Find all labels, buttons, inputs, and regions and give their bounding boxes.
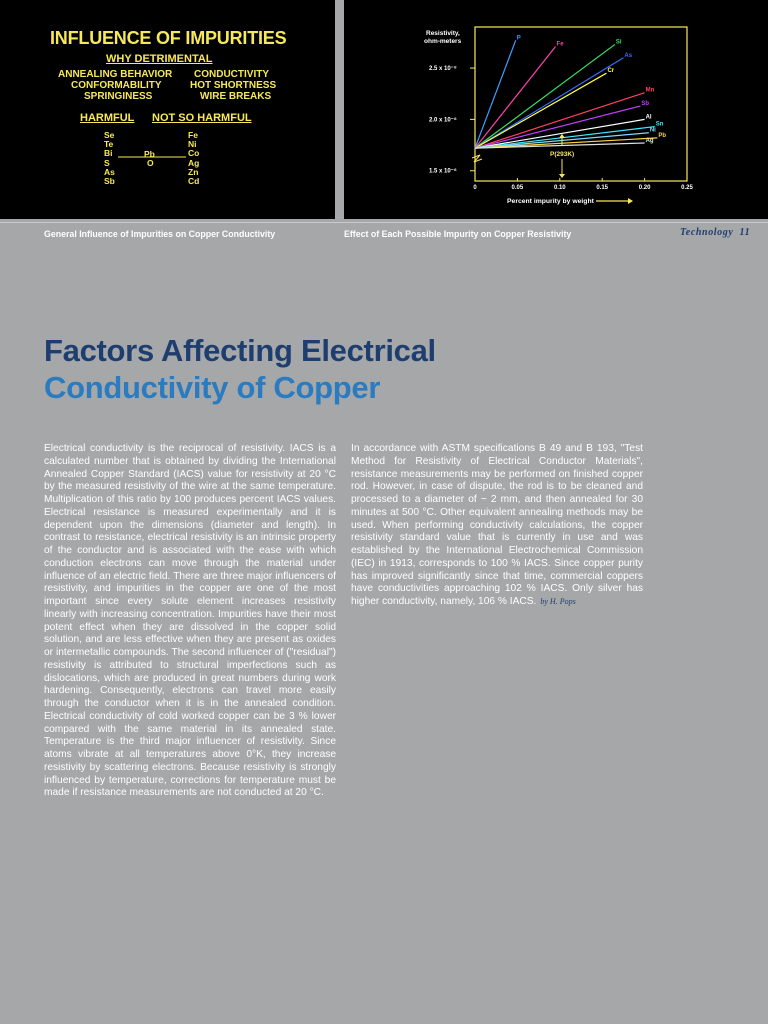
right-figure-caption: Effect of Each Possible Impurity on Copper Resistivity xyxy=(344,229,572,239)
y-tick-label: 2.0 x 10⁻⁸ xyxy=(429,117,457,124)
article-text-col1: Electrical conductivity is the reciprocal of resistivity. IACS is a calculated number that is obtained by dividing the International Annealed Copper Standard (IACS) value for resistivity at 20 °C by the measured resistivity of the wire at the same temperature. Multiplication of this ratio by 100 produces percent IACS values. Electrical resistance is measured experimentally and it is dependent upon the dimensions (diameter and length). In contrast to resistance, electrical resistivity is an intrinsic property of the conductor and is associated with the ease with which conduction electrons can move through the material under influence of an electric field. There are three major influencers of resistivity, and impurities in the copper are one of the most important since every solute element increases resistivity linearly with increasing concentration. Impurities have their most potent effect when they are dissolved in the copper solid solution, and are less effective when they are present as oxides or intermetallic compounds. The second influencer of ("residual") resistivity is attributed to structural imperfections such as dislocations, which are produced in great numbers during work hardening. Consequently, electrons can travel more easily through the conductor when it is in the annealed condition. Electrical conductivity of cold worked copper can be 3 % lower compared with the same material in its annealed state. Temperature is the third major influencer of resistivity. Since atoms vibrate at all temperatures above 0°K, they increase resistivity by scattering electrons. Because resistivity is strongly influenced by temperature, corrections for temperature must be made if resistance measurements are not conducted at 20 °C. xyxy=(44,443,336,799)
detriment-right-1: CONDUCTIVITY xyxy=(194,69,269,80)
element-label: Fe xyxy=(188,130,198,140)
element-label: Pb xyxy=(144,149,155,159)
article-title-line1: Factors Affecting Electrical xyxy=(44,333,436,368)
page-number: 11 xyxy=(739,227,751,238)
y-tick-label: 2.5 x 10⁻⁸ xyxy=(429,66,457,73)
element-label: O xyxy=(147,158,154,169)
element-label: Te xyxy=(104,139,114,150)
article-text-col2: In accordance with ASTM specifications B 49 and B 193, "Test Method for Resistivity of Electrical Conductor Materials", resistance measurements may be performed on finished copper rod. However, in case of dispute, the rod is to be cleaned and processed to a diameter of ~ 2 mm, and then annealed for 30 minutes at 500 °C. Other equivalent annealing methods may be used. When performing conductivity calculations, the copper resistivity standard value that is currently in use and was established by the International Electrochemical Commission (IEC) in 1913, corresponds to 100 % IACS. Since copper purity has improved significantly since that time, commercial coppers have conductivities approaching 102 % IACS. Only silver has higher conductivity, namely, 106 % IACS. xyxy=(351,443,643,607)
x-tick-label: 0.20 xyxy=(638,185,651,191)
y-axis-label-unit: ohm-meters xyxy=(424,38,462,45)
element-label: Co xyxy=(188,148,200,159)
annotation-p293k: P(293K) xyxy=(550,151,575,158)
x-axis-arrow-head xyxy=(628,198,633,204)
article-title-line2: Conductivity of Copper xyxy=(44,370,381,405)
harmful-heading: HARMFUL xyxy=(80,112,135,124)
element-label: Cd xyxy=(188,176,200,187)
series-label-mn: Mn xyxy=(645,87,655,94)
element-label: S xyxy=(104,157,110,168)
x-tick-label: 0.05 xyxy=(511,185,524,191)
series-label-ag: Ag xyxy=(645,138,654,145)
series-label-pb: Pb xyxy=(658,132,666,139)
slide-bracket-lines xyxy=(0,0,335,219)
element-label: Bi xyxy=(104,148,113,159)
annotation-arrow-head xyxy=(559,134,565,138)
slide-subtitle: WHY DETRIMENTAL xyxy=(106,53,213,65)
y-axis-label: Resistivity, xyxy=(426,30,460,37)
element-label: Zn xyxy=(188,166,199,177)
caption-rule xyxy=(0,222,768,223)
article-column-right xyxy=(351,443,643,609)
y-tick-label: 1.5 x 10⁻⁸ xyxy=(429,168,457,175)
x-tick-label: 0 xyxy=(473,185,477,191)
article-column-left xyxy=(44,443,336,800)
element-label: Ag xyxy=(188,157,200,168)
detriment-left-1: ANNEALING BEHAVIOR xyxy=(58,69,173,80)
series-label-cr: Cr xyxy=(607,68,615,75)
series-line-sb xyxy=(475,106,640,148)
element-label: Se xyxy=(104,130,115,140)
byline: by H. Pops xyxy=(540,597,576,606)
running-head xyxy=(680,227,750,238)
series-label-sb: Sb xyxy=(641,101,650,108)
element-label: As xyxy=(104,166,115,177)
series-line-p xyxy=(475,40,516,148)
series-label-p: P xyxy=(516,35,521,42)
resistivity-chart-panel xyxy=(344,0,768,219)
x-tick-label: 0.25 xyxy=(681,185,693,191)
axis-break-mark xyxy=(472,155,482,162)
plot-frame xyxy=(475,27,687,181)
detriment-right-3: WIRE BREAKS xyxy=(200,91,272,102)
detriment-left-3: SPRINGINESS xyxy=(84,91,153,102)
series-label-si: Si xyxy=(615,39,622,46)
x-tick-label: 0.15 xyxy=(596,185,609,191)
element-label: Sb xyxy=(104,176,115,187)
x-tick-label: 0.10 xyxy=(553,185,566,191)
series-label-as: As xyxy=(624,52,633,59)
not-harmful-heading: NOT SO HARMFUL xyxy=(152,112,252,124)
section-name: Technology xyxy=(680,227,734,238)
series-label-fe: Fe xyxy=(556,41,564,48)
resistivity-chart xyxy=(344,0,768,219)
impurities-slide xyxy=(0,0,335,219)
left-figure-caption: General Influence of Impurities on Copper Conductivity xyxy=(44,229,276,239)
annotation-arrow-head xyxy=(559,174,565,178)
series-label-sn: Sn xyxy=(655,121,664,128)
slide-title: INFLUENCE OF IMPURITIES xyxy=(50,28,287,48)
series-line-as xyxy=(475,58,623,148)
detriment-left-2: CONFORMABILITY xyxy=(71,80,162,91)
detriment-right-2: HOT SHORTNESS xyxy=(190,80,277,91)
x-axis-label: Percent impurity by weight xyxy=(507,198,594,205)
series-label-ni: Ni xyxy=(649,127,656,134)
series-label-al: Al xyxy=(645,114,652,121)
element-label: Ni xyxy=(188,139,197,150)
